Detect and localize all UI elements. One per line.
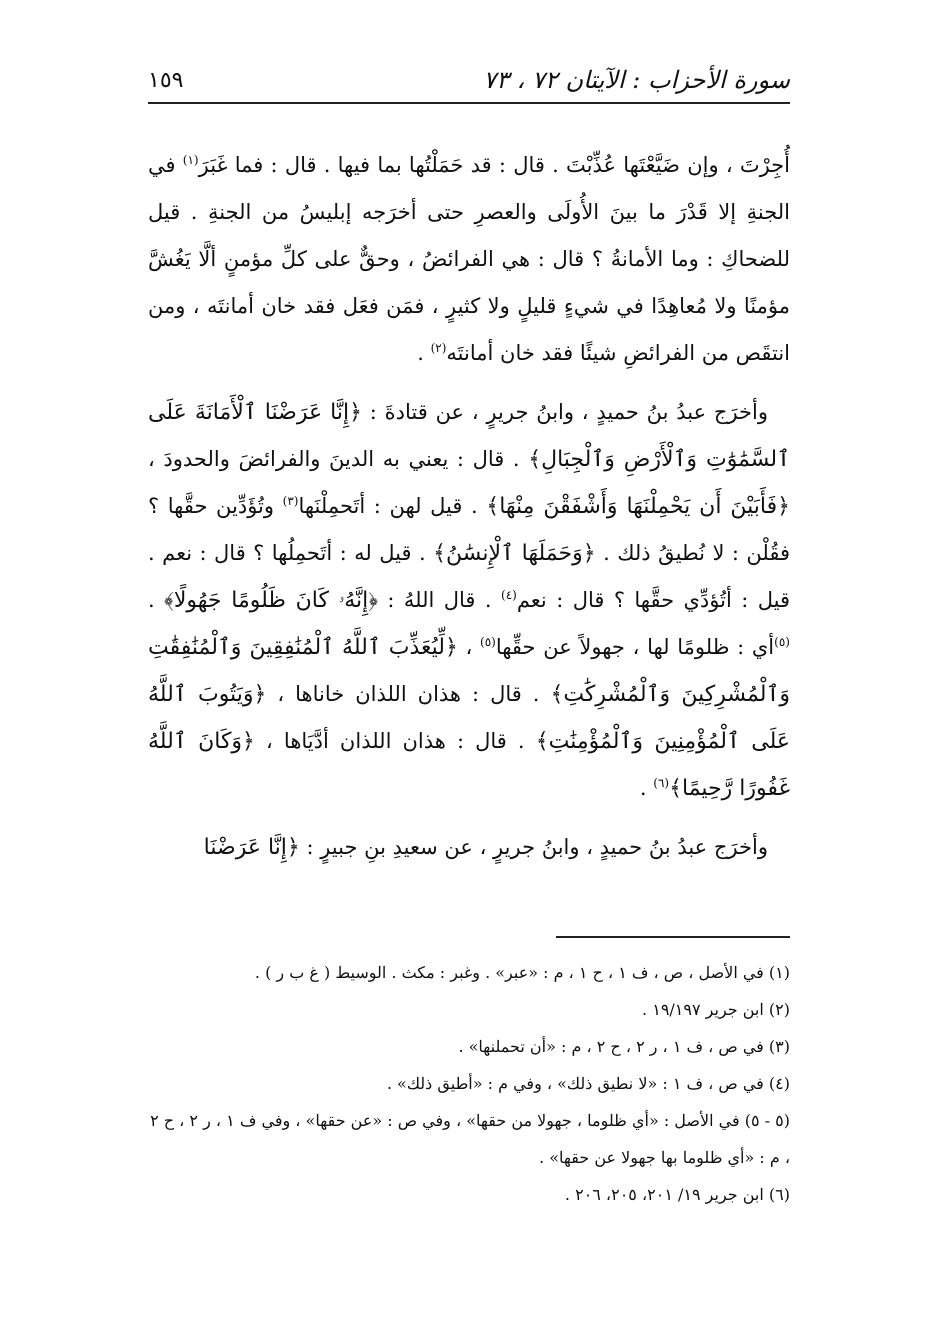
text-run: . قال اللهُ :: [377, 588, 501, 612]
footnote-3: (٣) في ص ، ف ١ ، ر ٢ ، ح ٢ ، م : «أن تحملنها» .: [458, 1037, 790, 1056]
quran-verse: ﴿فَأَبَيْنَ أَن يَحْمِلْنَهَا وَأَشْفَقْنَ مِنْهَا﴾: [486, 494, 790, 519]
footnote-5: (٥ - ٥) في الأصل : «أي ظلوما ، جهولا من حقها» ، وفي ص : «عن حقها» ، وفي ف ١ ، ر ٢ ، ح ٢ ، م : «أي ظلوما بها جهولا عن حقها» .: [150, 1111, 790, 1167]
quran-verse: ﴿لِّيُعَذِّبَ ٱللَّهُ ٱلْمُنَٰفِقِينَ وَٱلْمُنَٰفِقَٰتِ وَٱلْمُشْرِكِينَ وَٱلْمُشْرِكَٰتِ﴾: [148, 635, 790, 707]
footnote-ref[interactable]: (٥): [480, 635, 496, 649]
text-run: .: [639, 776, 654, 800]
footnote-divider: [556, 936, 790, 938]
text-run: . قيل لهن : أتَحمِلْنَها: [298, 494, 487, 518]
main-text: [148, 142, 790, 883]
text-run: في الجنةِ إلا قَدْرَ ما بينَ الأُولَى والعصرِ حتى أخرَجه إبليسُ من الجنةِ . قيل للضحاكِ : وما الأمانةُ ؟ قال : هي الفرائضُ ، وحقٌّ على كلِّ مؤمنٍ ألَّا يَغُشَّ مؤمنًا ولا مُعاهِدًا في شيءٍ قليلٍ ولا كثيرٍ ، فمَن فعَل فقد خان أمانتَه ، ومن انتقَص من الفرائضِ شيئًا فقد خان أمانتَه: [148, 153, 790, 365]
text-run: أي : ظلومًا لها ، جهولاً عن حقِّها: [495, 635, 775, 659]
text-run: . قيل له : أتَحمِلُها ؟ قال : نعم . قيل : أتُؤدِّي حقَّها ؟ قال : نعم: [148, 541, 791, 612]
footnote-6: (٦) ابن جرير ١٩/ ٢٠١، ٢٠٥، ٢٠٦ .: [564, 1185, 790, 1204]
running-title: سورة الأحزاب : الآيتان ٧٢ ، ٧٣: [483, 66, 790, 94]
text-run: وتُؤَدِّين حقَّها ؟ فقُلْن : لا نُطيقُ ذلك .: [148, 494, 791, 565]
footnote-ref[interactable]: (٥): [774, 635, 790, 649]
footnote-4: (٤) في ص ، ف ١ : «لا نطيق ذلك» ، وفي م : «أطيق ذلك» .: [386, 1074, 790, 1093]
footnote-ref[interactable]: (٣): [282, 494, 299, 508]
paragraph-1: [148, 142, 790, 377]
quran-verse: ﴿وَكَانَ ٱللَّهُ غَفُورًا رَّحِيمًا﴾: [148, 729, 790, 801]
footnote-2: (٢) ابن جرير ١٩/١٩٧ .: [642, 1000, 790, 1019]
quran-verse: ﴿إِنَّا عَرَضْنَا ٱلْأَمَانَةَ عَلَى ٱلسَّمَٰوَٰتِ وَٱلْأَرْضِ وَٱلْجِبَالِ﴾: [148, 400, 791, 472]
quran-verse: ﴿وَيَتُوبَ ٱللَّهُ عَلَى ٱلْمُؤْمِنِينَ وَٱلْمُؤْمِنَٰتِ﴾: [148, 682, 791, 754]
footnote-ref[interactable]: (١): [182, 153, 199, 167]
text-run: . قال : يعني به الدينَ والفرائضَ والحدودَ ،: [148, 447, 529, 471]
quran-verse: ﴿وَحَمَلَهَا ٱلْإِنسَٰنُ﴾: [433, 541, 596, 566]
paragraph-2: [148, 389, 790, 812]
page-number: ١٥٩: [148, 67, 184, 93]
page-header: [148, 58, 790, 104]
text-run: . قال : هذان اللذان أدَّيَاها ،: [254, 729, 536, 753]
text-run: وأخرَج عبدُ بنُ حميدٍ ، وابنُ جريرٍ ، عن قتادةَ :: [362, 400, 769, 424]
text-run: ،: [457, 635, 481, 659]
text-run: أُجِرْتَ ، وإن ضَيَّعْتَها عُذِّبْتَ . قال : قد حَمَلْتُها بما فيها . قال : فما غَبَرَ: [198, 153, 790, 177]
text-run: .: [417, 341, 431, 365]
footnotes: [148, 936, 790, 1213]
footnote-ref[interactable]: (٢): [430, 341, 447, 355]
text-run: وأخرَج عبدُ بنُ حميدٍ ، وابنُ جريرٍ ، عن سعيدِ بنِ جبيرٍ :: [299, 835, 768, 859]
text-run: .: [148, 588, 165, 612]
footnote-ref[interactable]: (٤): [501, 588, 517, 602]
footnote-ref[interactable]: (٦): [653, 776, 670, 790]
footnote-1: (١) في الأصل ، ص ، ف ١ ، ح ١ ، م : «عبر» . وغبر : مكث . الوسيط ( غ ب ر ) .: [254, 963, 790, 982]
quran-verse: ﴿إِنَّا عَرَضْنَا: [203, 835, 300, 860]
quran-verse: ﴿إِنَّهُۥ كَانَ ظَلُومًا جَهُولًا﴾: [164, 588, 378, 613]
paragraph-3: [148, 824, 790, 871]
text-run: . قال : هذان اللذان خاناها ،: [266, 682, 551, 706]
